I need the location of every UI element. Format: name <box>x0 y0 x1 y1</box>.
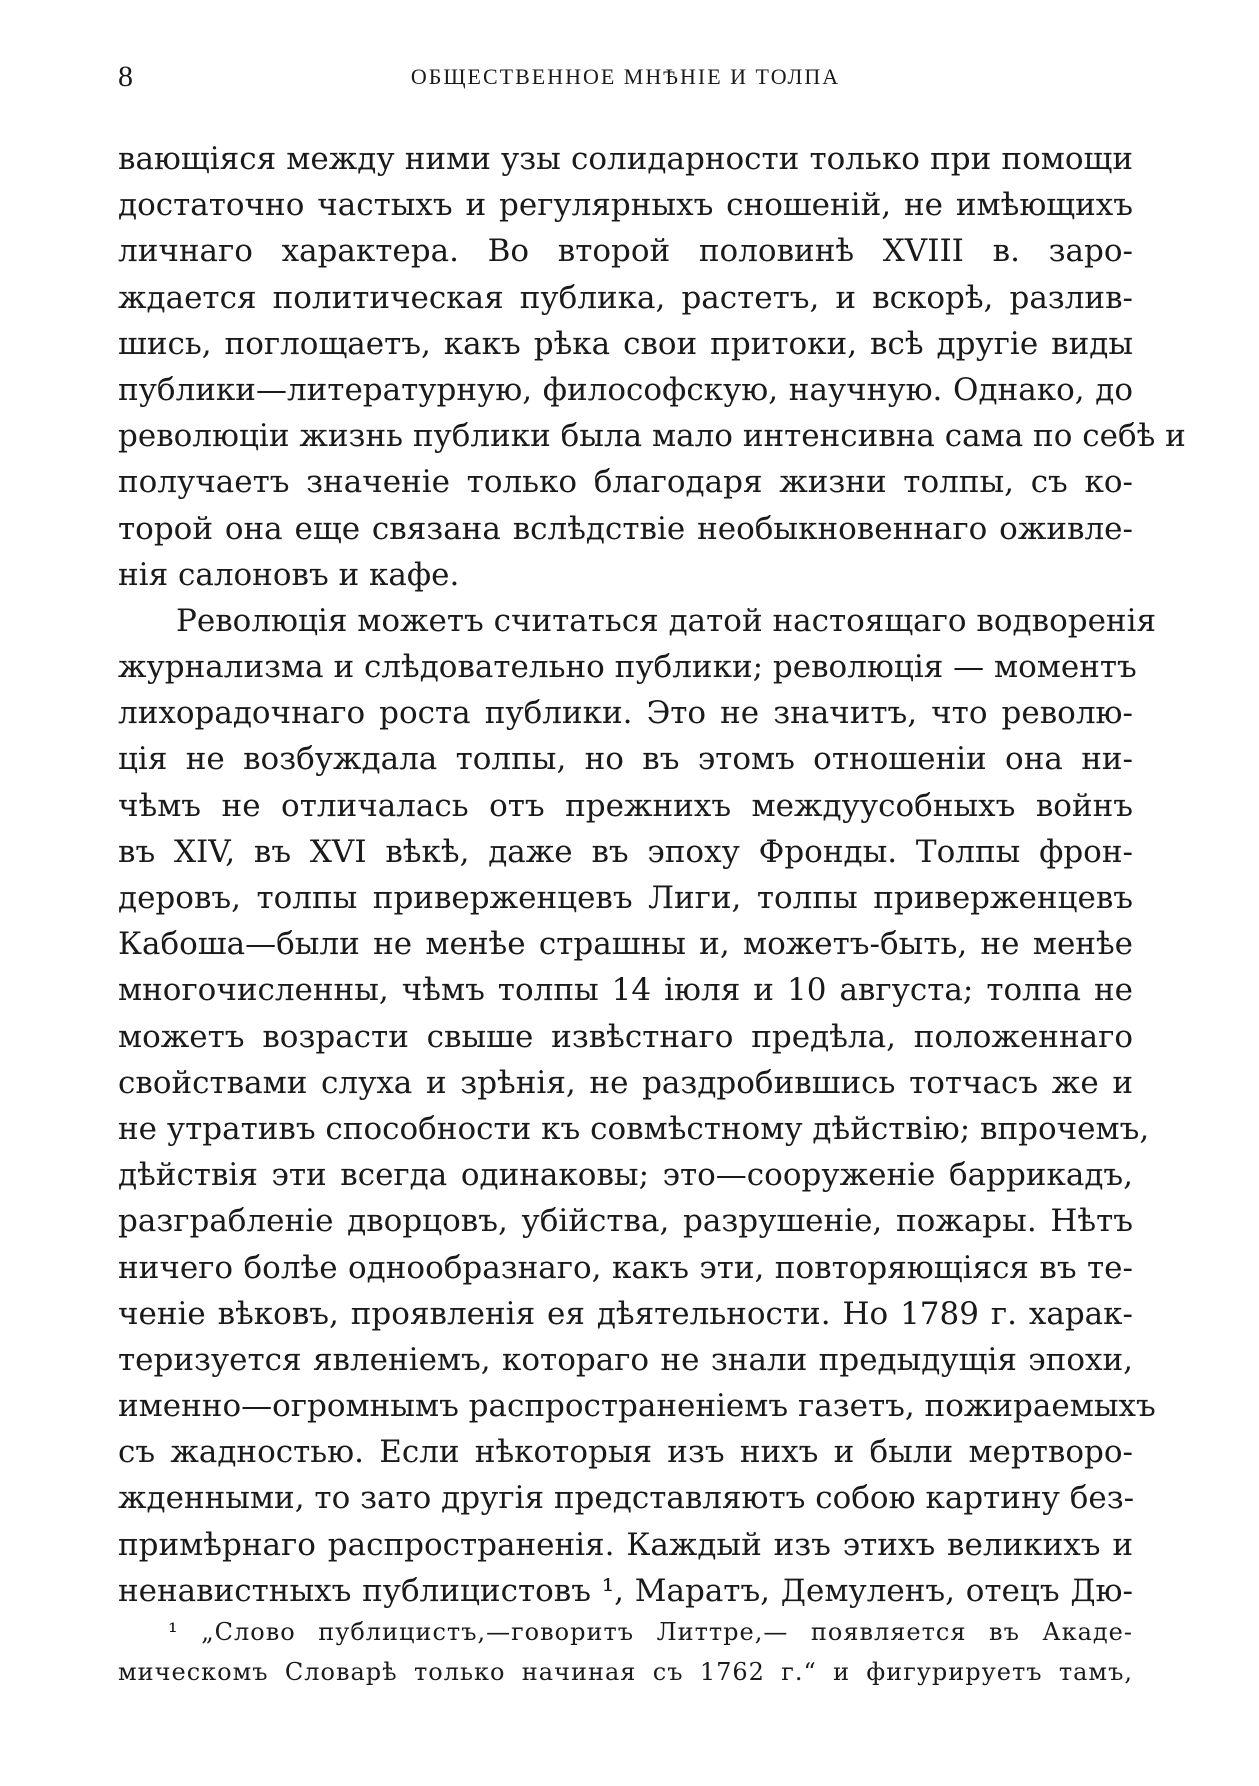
text-line: шись, поглощаетъ, какъ рѣка свои притоки, всѣ другіе виды <box>118 325 1133 362</box>
text-line: получаетъ значеніе только благодаря жизни толпы, съ ко- <box>118 464 1133 501</box>
text-line: нія салоновъ и кафе. <box>118 556 460 593</box>
text-line: примѣрнаго распространенія. Каждый изъ этихъ великихъ и <box>118 1526 1133 1563</box>
text-line: ція не возбуждала толпы, но въ этомъ отношеніи она ни- <box>118 741 1133 778</box>
text-line: ничего болѣе однообразнаго, какъ эти, повторяющіяся въ те- <box>118 1249 1133 1286</box>
text-line: съ жадностью. Если нѣкоторыя изъ нихъ и были мертворо- <box>118 1434 1133 1471</box>
text-line: жденными, то зато другія представляютъ собою картину без- <box>118 1480 1135 1517</box>
text-line: лихорадочнаго роста публики. Это не значитъ, что револю- <box>118 695 1133 732</box>
text-line: чѣмъ не отличалась отъ прежнихъ междуусобныхъ войнъ <box>118 787 1133 824</box>
text-line: революціи жизнь публики была мало интенсивна сама по себѣ и <box>118 418 1186 455</box>
text-line: многочисленны, чѣмъ толпы 14 іюля и 10 августа; толпа не <box>118 972 1133 1009</box>
text-line: деровъ, толпы приверженцевъ Лиги, толпы приверженцевъ <box>118 880 1133 916</box>
body-text <box>118 136 1186 1614</box>
text-line: вающіяся между ними узы солидарности только при помощи <box>118 141 1133 177</box>
text-line: торой она еще связана вслѣдствіе необыкновеннаго оживле- <box>118 510 1133 547</box>
text-line: можетъ возрасти свыше извѣстнаго предѣла, положеннаго <box>118 1018 1133 1055</box>
text-line: достаточно частыхъ и регулярныхъ сношеній, не имѣющихъ <box>118 187 1133 224</box>
footnote <box>118 1612 1133 1692</box>
text-line: дѣйствія эти всегда одинаковы; это—сооруженіе баррикадъ, <box>118 1157 1133 1194</box>
text-line: журнализма и слѣдовательно публики; революція — моментъ <box>118 649 1137 686</box>
text-line: личнаго характера. Во второй половинѣ XVIII в. заро- <box>118 233 1133 270</box>
text-line: Кабоша—были не менѣе страшны и, можетъ-быть, не менѣе <box>118 926 1133 963</box>
text-line: ченіе вѣковъ, проявленія ея дѣятельности. Но 1789 г. харак- <box>118 1295 1133 1332</box>
page-number: 8 <box>118 60 133 93</box>
footnote-line: мическомъ Словарѣ только начиная съ 1762 г.“ и фигурируетъ тамъ, <box>118 1658 1133 1686</box>
text-line: Революція можетъ считаться датой настоящаго водворенія <box>176 602 1157 639</box>
page-header <box>118 60 1133 100</box>
running-head: ОБЩЕСТВЕННОЕ МНѢНІЕ И ТОЛПА <box>410 64 841 89</box>
text-line: публики—литературную, философскую, научную. Однако, до <box>118 371 1133 408</box>
text-line: теризуется явленіемъ, котораго не знали предыдущія эпохи, <box>118 1341 1133 1378</box>
text-line: не утративъ способности къ совмѣстному дѣйствію; впрочемъ, <box>118 1110 1150 1147</box>
text-line: именно—огромнымъ распространеніемъ газетъ, пожираемыхъ <box>118 1388 1156 1425</box>
text-line: свойствами слуха и зрѣнія, не раздробившись тотчасъ же и <box>118 1064 1133 1101</box>
text-line: въ XIV, въ XVI вѣкѣ, даже въ эпоху Фронды. Толпы фрон- <box>118 833 1133 870</box>
text-line: ждается политическая публика, растетъ, и вскорѣ, разлив- <box>118 279 1133 316</box>
text-line: разграбленіе дворцовъ, убійства, разрушеніе, пожары. Нѣтъ <box>118 1203 1133 1240</box>
text-line: ненавистныхъ публицистовъ ¹, Маратъ, Демуленъ, отецъ Дю- <box>118 1572 1133 1609</box>
footnote-line: ¹ „Слово публицистъ,—говоритъ Литтре,— появляется въ Акаде- <box>168 1618 1133 1646</box>
